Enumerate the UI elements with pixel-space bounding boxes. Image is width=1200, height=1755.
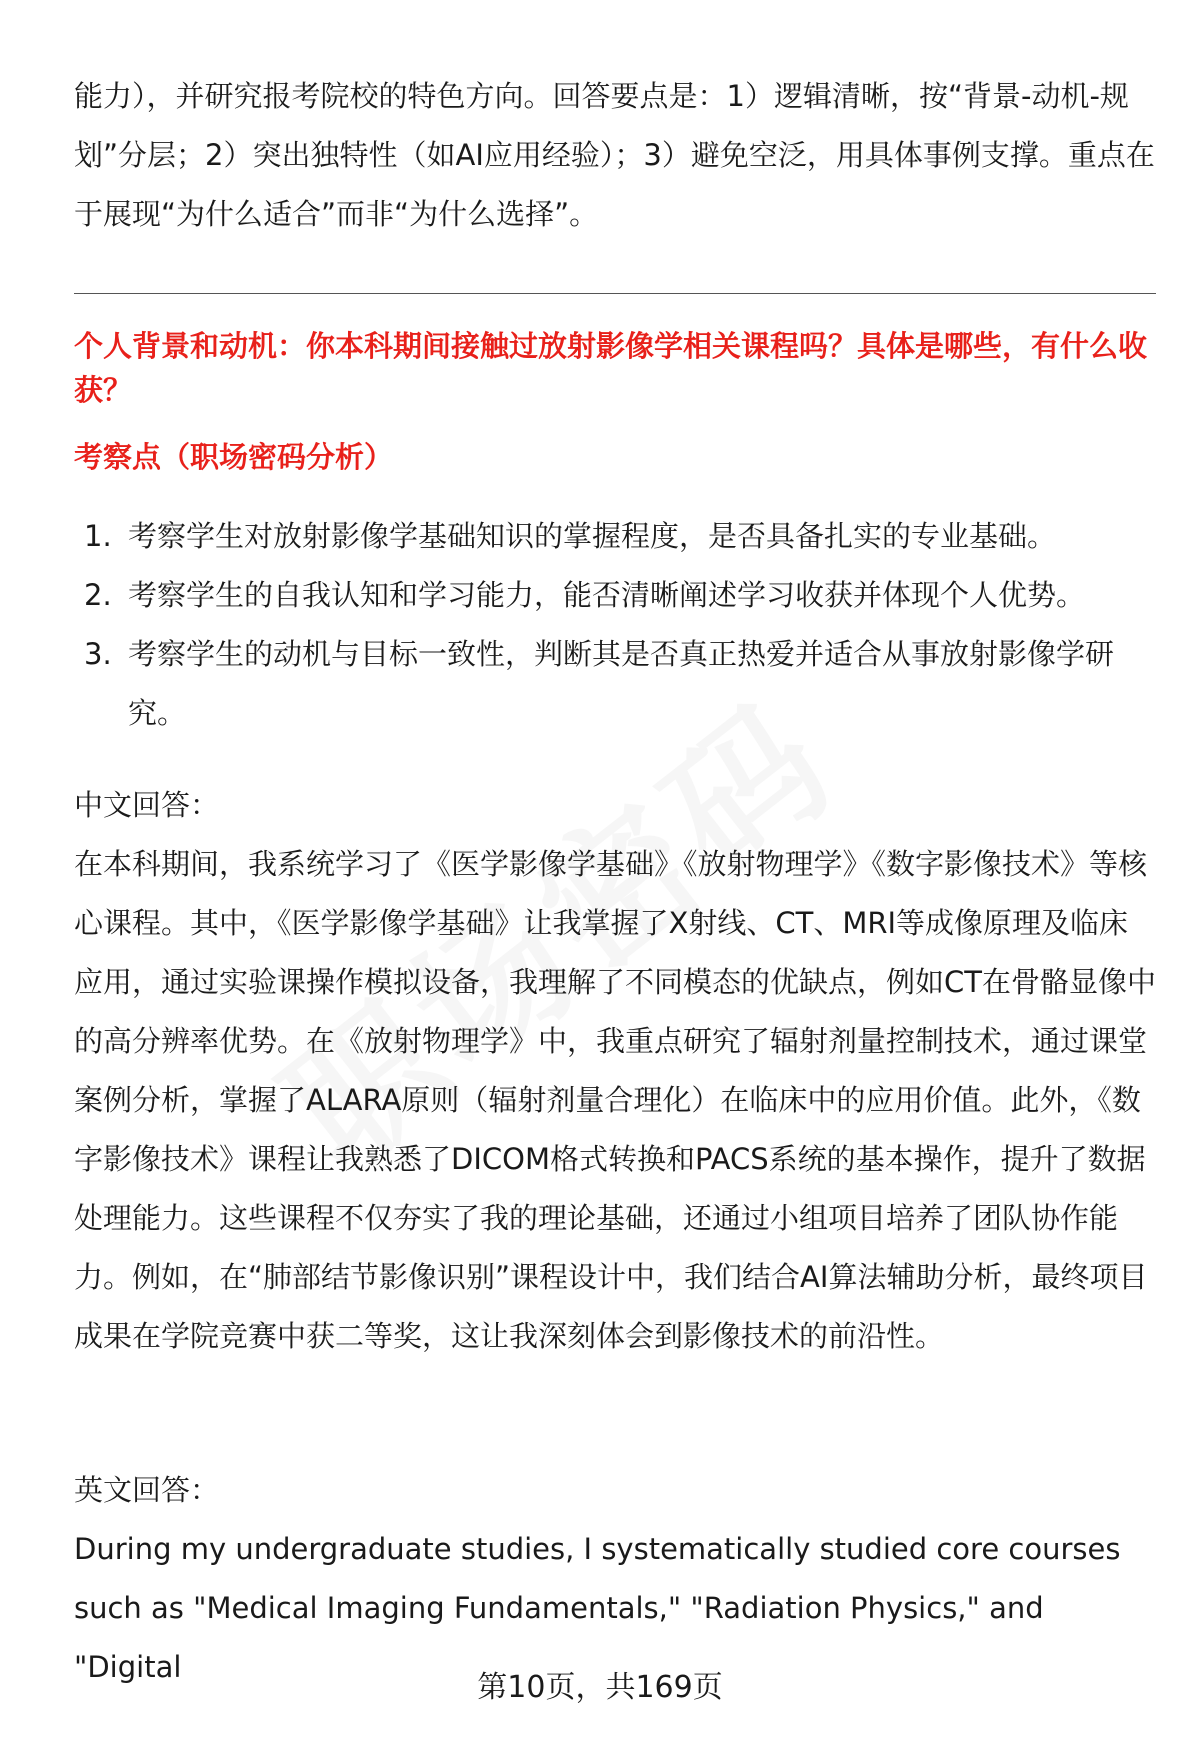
document-page — [74, 0, 1156, 1755]
english-answer-paragraph: During my undergraduate studies, I systematically studied core courses such as "Medical Imaging Fundamentals," "Radiation Physics," and "Digital — [74, 1532, 1121, 1684]
chinese-answer-label: 中文回答： — [74, 788, 220, 822]
list-item-text: 考察学生对放射影像学基础知识的掌握程度，是否具备扎实的专业基础。 — [128, 519, 1057, 553]
page-footer: 第10页，共169页 — [477, 1670, 723, 1705]
intro-paragraph: 能力），并研究报考院校的特色方向。回答要点是：1）逻辑清晰，按“背景-动机-规划”分层；2）突出独特性（如AI应用经验）；3）避免空泛，用具体事例支撑。重点在于展现“为什么适合”而非“为什么选择”。 — [74, 79, 1155, 231]
list-item-number: 3. — [84, 637, 112, 671]
chinese-answer-paragraph: 在本科期间，我系统学习了《医学影像学基础》《放射物理学》《数字影像技术》等核心课程。其中，《医学影像学基础》让我掌握了X射线、CT、MRI等成像原理及临床应用，通过实验课操作模拟设备，我理解了不同模态的优缺点，例如CT在骨骼显像中的高分辨率优势。在《放射物理学》中，我重点研究了辐射剂量控制技术，通过课堂案例分析，掌握了ALARA原则（辐射剂量合理化）在临床中的应用价值。此外，《数字影像技术》课程让我熟悉了DICOM格式转换和PACS系统的基本操作，提升了数据处理能力。这些课程不仅夯实了我的理论基础，还通过小组项目培养了团队协作能力。例如，在“肺部结节影像识别”课程设计中，我们结合AI算法辅助分析，最终项目成果在学院竞赛中获二等奖，这让我深刻体会到影像技术的前沿性。 — [74, 847, 1156, 1353]
list-item-number: 1. — [84, 519, 112, 553]
list-item — [74, 566, 1156, 625]
list-item-text: 考察学生的自我认知和学习能力，能否清晰阐述学习收获并体现个人优势。 — [128, 578, 1086, 612]
exam-points-heading: 考察点（职场密码分析） — [74, 440, 394, 474]
question-heading: 个人背景和动机：你本科期间接触过放射影像学相关课程吗？具体是哪些，有什么收获？ — [74, 329, 1148, 407]
list-item — [74, 507, 1156, 566]
section-divider — [74, 293, 1156, 294]
exam-points-list — [74, 507, 1156, 743]
english-answer-label: 英文回答： — [74, 1473, 220, 1507]
list-item — [74, 625, 1156, 743]
list-item-number: 2. — [84, 578, 112, 612]
list-item-text: 考察学生的动机与目标一致性，判断其是否真正热爱并适合从事放射影像学研究。 — [128, 637, 1115, 730]
